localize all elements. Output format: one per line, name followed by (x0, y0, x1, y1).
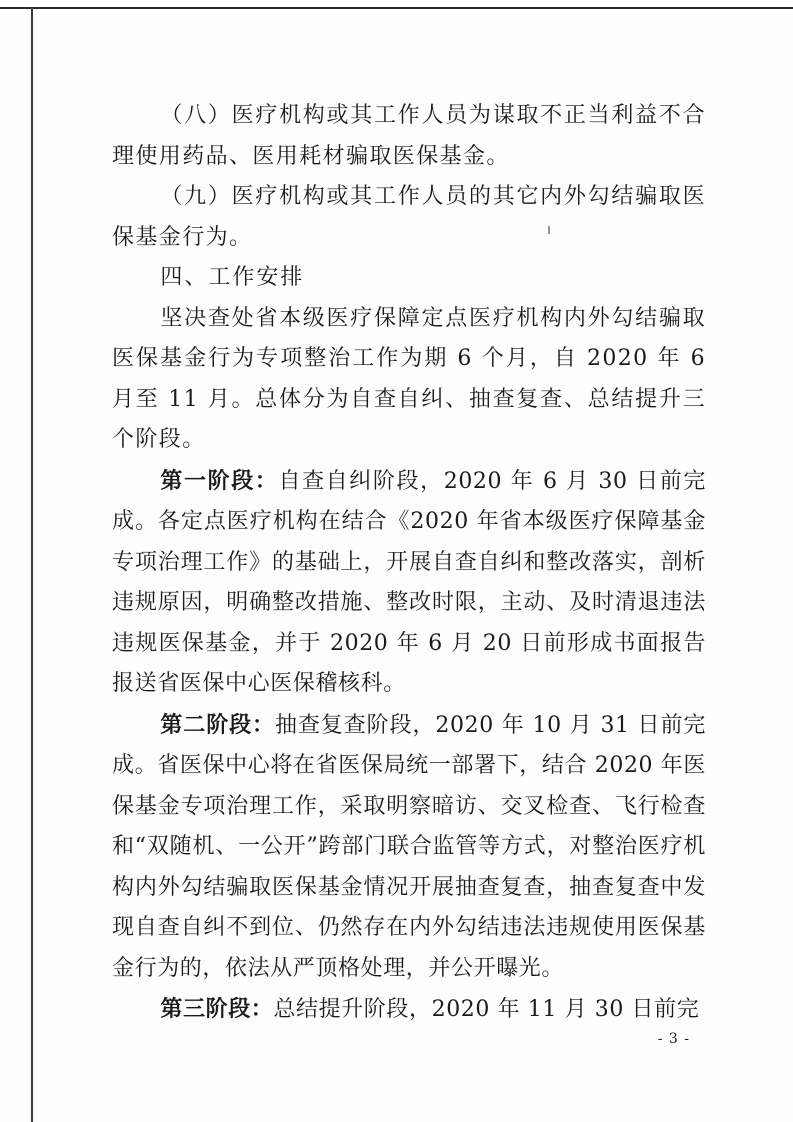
document-body (112, 96, 706, 1031)
scan-border-top (0, 7, 793, 9)
phase-3-text: 总结提升阶段，2020 年 11 月 30 日前完 (273, 997, 700, 1022)
phase-1-label: 第一阶段： (160, 467, 279, 494)
paragraph-intro: 坚决查处省本级医疗保障定点医疗机构内外勾结骗取医保基金行为专项整治工作为期 6 个月，自 2020 年 6 月至 11 月。总体分为自查自纠、抽查复查、总结提升三个阶段。 (112, 305, 706, 452)
page-number: - 3 - (657, 1031, 690, 1047)
phase-2-text: 抽查复查阶段，2020 年 10 月 31 日前完成。省医保中心将在省医保局统一部署下，结合 2020 年医保基金专项治理工作，采取明察暗访、交叉检查、飞行检查和“双随机、一公开”跨部门联合监管等方式，对整治医疗机构内外勾结骗取医保基金情况开展抽查复查，抽查复查中发现自查自纠不到位、仍然存在内外勾结违法违规使用医保基金行为的，依法从严顶格处理，并公开曝光。 (112, 712, 706, 981)
phase-2-label: 第二阶段： (160, 711, 275, 738)
paragraph-phase-1 (112, 461, 706, 705)
scan-border-left (31, 7, 33, 1122)
section-heading: 四、工作安排 (160, 265, 305, 290)
paragraph-item-9: （九）医疗机构或其工作人员的其它内外勾结骗取医保基金行为。 (112, 184, 706, 250)
phase-3-label: 第三阶段： (160, 996, 274, 1022)
paragraph-item-8: （八）医疗机构或其工作人员为谋取不正当利益不合理使用药品、医用耗材骗取医保基金。 (112, 103, 706, 169)
phase-1-text: 自查自纠阶段，2020 年 6 月 30 日前完成。各定点医疗机构在结合《2020 年省本级医疗保障基金专项治理工作》的基础上，开展自查自纠和整改落实，剖析违规原因，明确整改措施、整改时限，主动、及时清退违法违规医保基金，并于 2020 年 6 月 20 日前形成书面报告报送省医保中心医保稽核科。 (112, 468, 706, 696)
paragraph-phase-2 (112, 705, 706, 990)
paragraph-phase-3 (112, 989, 706, 1031)
